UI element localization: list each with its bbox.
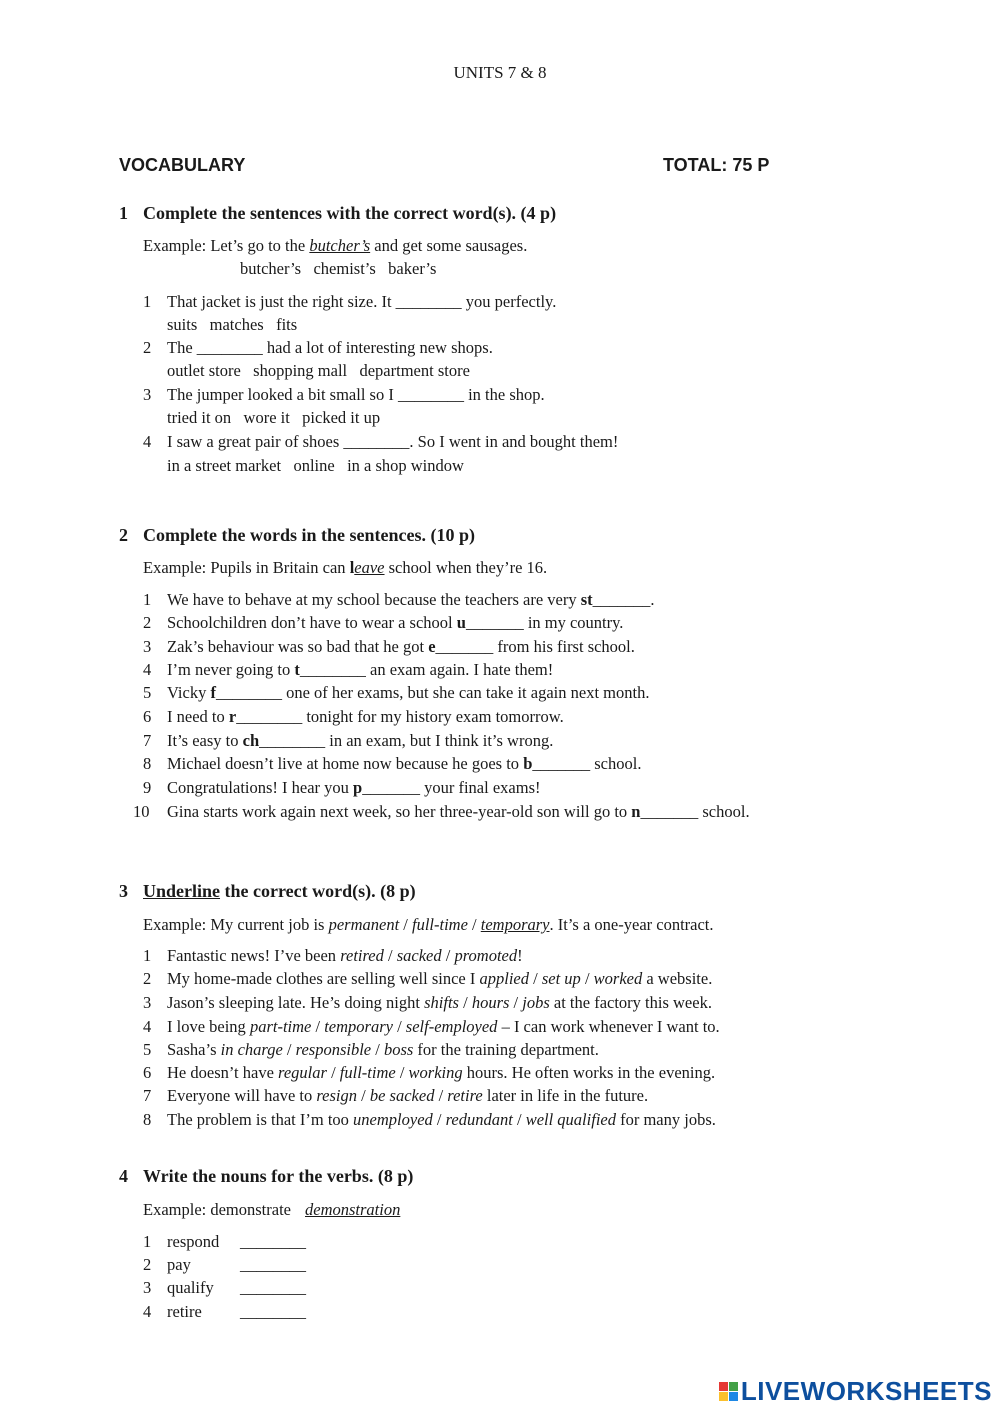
s3-item-3: 3 Jason’s sleeping late. He’s doing night shifts / hours / jobs at the factory this week. xyxy=(143,993,712,1012)
s3-item-1: 1 Fantastic news! I’ve been retired / sacked / promoted! xyxy=(143,946,523,965)
s3-item-6: 6 He doesn’t have regular / full-time / working hours. He often works in the evening. xyxy=(143,1063,716,1082)
s4-item-4: 4 retire ________ xyxy=(143,1302,306,1321)
s1-item-2-options: outlet store shopping mall department store xyxy=(167,361,470,380)
s3-item-4: 4 I love being part-time / temporary / self-employed – I can work whenever I want to. xyxy=(143,1017,720,1036)
s4-item-1: 1 respond ________ xyxy=(143,1232,306,1251)
s1-item-1-options: suits matches fits xyxy=(167,315,298,334)
s2-item-3: 3 Zak’s behaviour was so bad that he got e_______ from his first school. xyxy=(143,637,635,656)
s1-item-4: 4 I saw a great pair of shoes ________. So I went in and bought them! xyxy=(143,432,619,451)
section-4-title: 4 Write the nouns for the verbs. (8 p) xyxy=(119,1166,414,1186)
liveworksheets-logo-icon xyxy=(719,1382,738,1401)
s4-item-3: 3 qualify ________ xyxy=(143,1278,306,1297)
total-points: TOTAL: 75 P xyxy=(663,155,770,175)
s2-item-8: 8 Michael doesn’t live at home now because he goes to b_______ school. xyxy=(143,754,642,773)
s2-item-4: 4 I’m never going to t________ an exam again. I hate them! xyxy=(143,660,554,679)
s2-item-5: 5 Vicky f________ one of her exams, but she can take it again next month. xyxy=(143,683,650,702)
vocabulary-heading: VOCABULARY xyxy=(119,155,246,175)
s2-item-6: 6 I need to r________ tonight for my history exam tomorrow. xyxy=(143,707,564,726)
section-2-example: Example: Pupils in Britain can leave school when they’re 16. xyxy=(143,558,548,577)
section-2-title: 2 Complete the words in the sentences. (10 p) xyxy=(119,525,475,545)
s1-item-2: 2 The ________ had a lot of interesting new shops. xyxy=(143,338,493,357)
s2-item-2: 2 Schoolchildren don’t have to wear a school u_______ in my country. xyxy=(143,613,624,632)
s1-item-3: 3 The jumper looked a bit small so I ________ in the shop. xyxy=(143,385,545,404)
section-3-title: 3 Underline the correct word(s). (8 p) xyxy=(119,881,416,901)
s3-item-2: 2 My home-made clothes are selling well since I applied / set up / worked a website. xyxy=(143,969,713,988)
section-1-example: Example: Let’s go to the butcher’s and get some sausages. xyxy=(143,236,528,255)
s2-item-1: 1 We have to behave at my school because the teachers are very st_______. xyxy=(143,590,655,609)
s2-item-7: 7 It’s easy to ch________ in an exam, but I think it’s wrong. xyxy=(143,731,554,750)
section-3-example: Example: My current job is permanent / full-time / temporary. It’s a one-year contract. xyxy=(143,915,714,934)
s1-item-3-options: tried it on wore it picked it up xyxy=(167,408,381,427)
s3-item-5: 5 Sasha’s in charge / responsible / boss for the training department. xyxy=(143,1040,599,1059)
s4-item-2: 2 pay ________ xyxy=(143,1255,306,1274)
liveworksheets-logo[interactable] xyxy=(719,1376,992,1407)
s2-item-9: 9 Congratulations! I hear you p_______ your final exams! xyxy=(143,778,541,797)
liveworksheets-logo-text: LIVEWORKSHEETS xyxy=(740,1376,992,1406)
section-1-title: 1 Complete the sentences with the correct word(s). (4 p) xyxy=(119,203,557,223)
s3-item-8: 8 The problem is that I’m too unemployed / redundant / well qualified for many jobs. xyxy=(143,1110,716,1129)
s3-item-7: 7 Everyone will have to resign / be sacked / retire later in life in the future. xyxy=(143,1086,649,1105)
section-1-example-options: butcher’s chemist’s baker’s xyxy=(240,259,437,278)
page-title: UNITS 7 & 8 xyxy=(453,63,547,82)
s1-item-4-options: in a street market online in a shop window xyxy=(167,456,464,475)
s2-item-10: 10 Gina starts work again next week, so her three-year-old son will go to n_______ school. xyxy=(133,802,750,821)
section-4-example: Example: demonstrate demonstration xyxy=(143,1200,401,1219)
s1-item-1: 1 That jacket is just the right size. It ________ you perfectly. xyxy=(143,292,557,311)
